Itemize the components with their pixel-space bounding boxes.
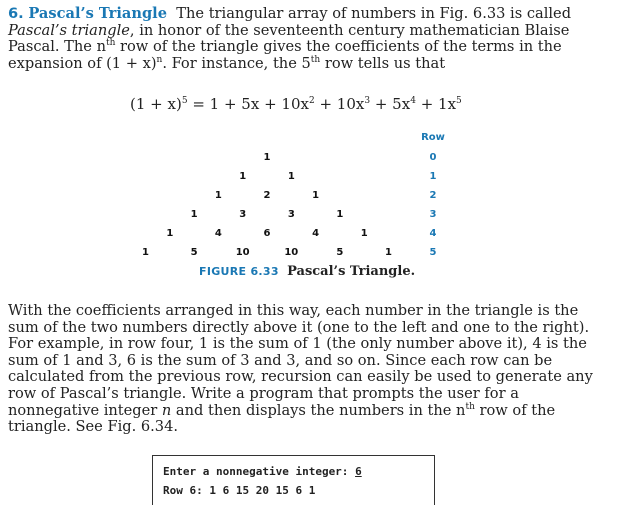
eq-part: (1 + x) [130,95,182,113]
triangle-value: 1 [239,171,247,182]
console-result: Row 6: 1 6 15 20 15 6 1 [163,484,316,497]
row-label: 2 [429,190,437,201]
triangle-value: 3 [239,209,247,220]
binomial-equation [130,95,462,113]
triangle-value: 1 [312,190,320,201]
console-output [152,455,435,505]
row-header: Row [421,132,445,143]
triangle-value: 4 [312,228,320,239]
figure-label: FIGURE 6.33 [199,265,279,278]
triangle-value: 10 [284,247,299,258]
superscript: th [105,38,116,49]
eq-part: + 5x [370,95,411,113]
body-var: n [161,401,172,419]
row-label: 4 [429,228,437,239]
body-text: With the coefficients arranged in this way, each number in the triangle is the sum of the two numbers directly above it (one to the left and one to the right). For example, in row four, 1 is the sum of 1 (the only number above it), 4 is the sum of 1 and 3, 6 is the sum of 3 and 3, and so on. Since each row can be calculated from the previous row, recursion can easily be used to generate any row of Pascal’s triangle. Write a program that prompts the user for a nonnegative integer [8,302,593,419]
intro-text: The triangular array of numbers in Fig. 6.33 is called [176,5,572,22]
intro-term: Pascal’s triangle [8,21,130,39]
triangle-value: 1 [166,228,174,239]
exercise-title: Pascal’s Triangle [28,5,167,22]
console-prompt-line [163,462,434,481]
triangle-value: 5 [190,247,198,258]
triangle-value: 1 [190,209,198,220]
triangle-value: 1 [287,171,295,182]
intro-text: , in honor of the seventeenth century mathematician Blaise Pascal. The n [8,21,570,56]
intro-text: row tells us that [320,54,446,72]
eq-part: + 10x [314,95,365,113]
eq-exp: 5 [181,96,188,106]
console-prompt: Enter a nonnegative integer: [163,465,356,478]
row-label: 1 [429,171,437,182]
triangle-value: 1 [360,228,368,239]
triangle-value: 6 [263,228,271,239]
intro-text: row of the triangle gives the coefficients of the terms in the expansion of (1 + x) [8,38,562,72]
triangle-value: 3 [287,209,295,220]
superscript: th [310,54,321,65]
triangle-value: 10 [235,247,250,258]
figure-title: Pascal’s Triangle. [287,264,416,279]
intro-text: . For instance, the 5 [162,54,311,72]
triangle-value: 1 [263,152,271,163]
row-label: 3 [429,209,437,220]
superscript: th [465,401,475,412]
triangle-value: 1 [214,190,222,201]
triangle-value: 1 [142,247,149,258]
eq-exp: 5 [456,96,462,106]
eq-exp: 4 [410,96,416,106]
body-paragraph [8,303,603,436]
triangle-value: 1 [336,209,344,220]
triangle-value: 2 [263,190,271,201]
row-label: 5 [429,247,437,258]
exercise-intro [8,6,603,72]
console-input: 6 [355,465,362,478]
triangle-value: 1 [385,247,392,258]
figure-caption [199,264,415,279]
eq-part: + 1x [415,95,457,113]
eq-part: = 1 + 5x + 10x [187,95,309,113]
body-text: and then displays the numbers in the n [171,401,466,419]
body-text: row of the triangle. See Fig. 6.34. [8,401,556,436]
triangle-value: 4 [214,228,222,239]
triangle-value: 5 [336,247,344,258]
eq-exp: 2 [308,96,315,106]
row-label: 0 [429,152,437,163]
eq-exp: 3 [364,96,371,106]
exercise-number: 6. [8,5,24,22]
superscript: n [156,54,163,65]
